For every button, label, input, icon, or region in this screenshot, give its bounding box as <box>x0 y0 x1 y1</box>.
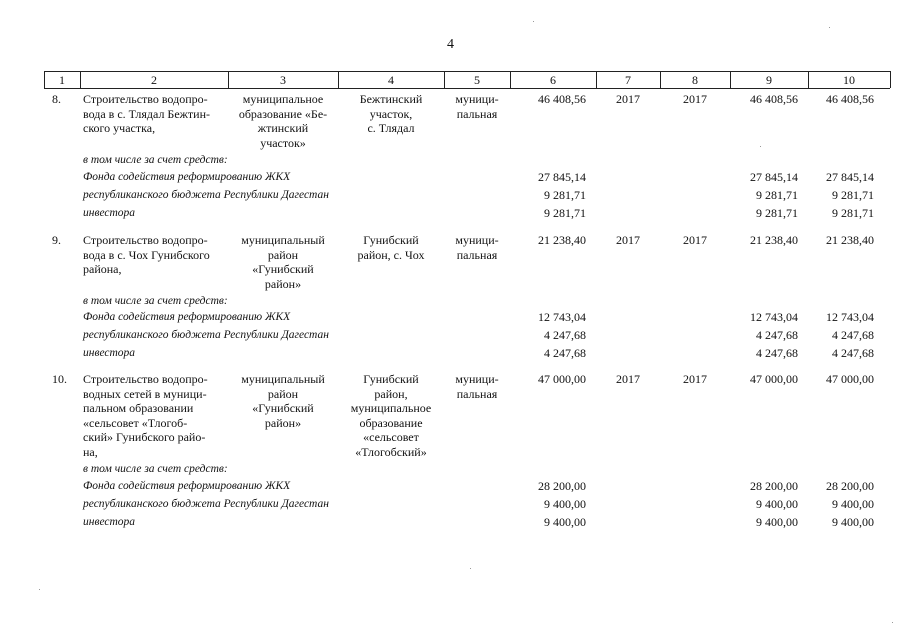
funding-source-col10: 4 247,68 <box>832 346 874 360</box>
column-header-5: 5 <box>474 73 480 87</box>
funding-source-col10: 12 743,04 <box>826 310 874 324</box>
funding-source-name: республиканского бюджета Республики Дагестан <box>83 498 329 510</box>
object-name-line: «сельсовет «Тлогоб- <box>83 415 188 430</box>
column-header-9: 9 <box>766 73 772 87</box>
municipality-line: район <box>267 247 299 262</box>
funding-source-col9: 4 247,68 <box>756 346 798 360</box>
funding-source-col6: 27 845,14 <box>538 170 586 184</box>
funding-source-col9: 9 281,71 <box>756 188 798 202</box>
funding-source-col6: 4 247,68 <box>544 328 586 342</box>
column-header-1: 1 <box>59 73 65 87</box>
table-header-bottom-border <box>44 88 890 89</box>
scan-speck <box>829 27 830 28</box>
funding-source-col9: 27 845,14 <box>750 170 798 184</box>
object-name-line: ский» Гунибского райо- <box>83 430 206 444</box>
row-number: 10. <box>52 372 67 386</box>
funding-source-col9: 9 400,00 <box>756 497 798 511</box>
object-name-line: Строительство водопро- <box>83 92 208 106</box>
municipality-line: «Гунибский <box>252 401 314 415</box>
funding-source-col9: 9 400,00 <box>756 515 798 529</box>
municipality-line: муниципальный <box>241 233 325 247</box>
funding-source-col9: 4 247,68 <box>756 328 798 342</box>
column-header-4: 4 <box>388 73 394 87</box>
column-header-2: 2 <box>151 73 157 87</box>
funding-source-col10: 27 845,14 <box>826 170 874 184</box>
funding-source-name: инвестора <box>83 347 136 359</box>
end-year: 2017 <box>683 233 707 247</box>
col10-value: 21 238,40 <box>826 233 874 247</box>
funding-source-col10: 4 247,68 <box>832 328 874 342</box>
funding-source-col6: 9 400,00 <box>544 515 586 529</box>
municipality-line: образование «Бе- <box>238 106 328 121</box>
col10-value: 47 000,00 <box>826 372 874 386</box>
funding-source-col6: 12 743,04 <box>538 310 586 324</box>
object-name-line: вода в с. Тлядал Бежтин- <box>83 106 211 121</box>
funding-source-col9: 9 281,71 <box>756 206 798 220</box>
funding-label: в том числе за счет средств: <box>83 463 228 475</box>
ownership-line: пальная <box>456 247 498 262</box>
funding-source-name: республиканского бюджета Республики Дагестан <box>83 189 329 201</box>
table-header-divider <box>890 71 891 88</box>
ownership-line: муници- <box>455 372 499 386</box>
funding-source-col6: 28 200,00 <box>538 479 586 493</box>
funding-source-col6: 4 247,68 <box>544 346 586 360</box>
funding-source-name: Фонда содействия реформированию ЖКХ <box>83 171 291 183</box>
object-name-line: района, <box>83 262 122 276</box>
start-year: 2017 <box>616 92 640 106</box>
scan-speck <box>39 589 40 590</box>
municipality-line: «Гунибский <box>252 262 314 276</box>
funding-source-col10: 9 281,71 <box>832 206 874 220</box>
column-header-7: 7 <box>625 73 631 87</box>
municipality-line: муниципальный <box>241 372 325 386</box>
funding-source-name: Фонда содействия реформированию ЖКХ <box>83 311 291 323</box>
municipality-line: район» <box>264 276 302 291</box>
ownership-line: пальная <box>456 386 498 401</box>
object-name-line: на, <box>83 444 98 459</box>
location-line: участок, <box>369 106 413 121</box>
object-name-line: вода в с. Чох Гунибского <box>83 247 210 262</box>
col10-value: 46 408,56 <box>826 92 874 106</box>
ownership-line: муници- <box>455 92 499 106</box>
funding-source-name: инвестора <box>83 516 136 528</box>
funding-source-col10: 9 400,00 <box>832 497 874 511</box>
total-cost: 46 408,56 <box>538 92 586 106</box>
object-name-line: ского участка, <box>83 121 156 135</box>
location-line: район, <box>374 386 408 401</box>
column-header-3: 3 <box>280 73 286 87</box>
funding-source-col10: 9 400,00 <box>832 515 874 529</box>
location-line: с. Тлядал <box>367 121 415 135</box>
object-name-line: Строительство водопро- <box>83 233 208 247</box>
location-line: Гунибский <box>363 372 419 386</box>
row-number: 8. <box>52 92 61 106</box>
funding-source-name: республиканского бюджета Республики Дагестан <box>83 329 329 341</box>
municipality-line: муниципальное <box>242 92 324 106</box>
end-year: 2017 <box>683 92 707 106</box>
total-cost: 47 000,00 <box>538 372 586 386</box>
funding-label: в том числе за счет средств: <box>83 295 228 307</box>
col9-value: 46 408,56 <box>750 92 798 106</box>
column-header-10: 10 <box>843 73 855 87</box>
column-header-6: 6 <box>550 73 556 87</box>
location-line: Гунибский <box>363 233 419 247</box>
municipality-line: участок» <box>260 135 306 150</box>
municipality-line: район» <box>264 415 302 430</box>
col9-value: 47 000,00 <box>750 372 798 386</box>
start-year: 2017 <box>616 233 640 247</box>
object-name-line: пальном образовании <box>83 401 194 415</box>
funding-source-col6: 9 281,71 <box>544 206 586 220</box>
funding-source-col10: 9 281,71 <box>832 188 874 202</box>
municipality-line: жтинский <box>257 121 309 135</box>
col9-value: 21 238,40 <box>750 233 798 247</box>
end-year: 2017 <box>683 372 707 386</box>
column-header-8: 8 <box>692 73 698 87</box>
total-cost: 21 238,40 <box>538 233 586 247</box>
funding-source-name: инвестора <box>83 207 136 219</box>
scan-speck <box>470 568 471 569</box>
page-number: 4 <box>447 37 454 52</box>
municipality-line: район <box>267 386 299 401</box>
funding-source-col9: 28 200,00 <box>750 479 798 493</box>
location-line: «Тлогобский» <box>355 444 427 459</box>
scan-speck <box>760 146 761 147</box>
start-year: 2017 <box>616 372 640 386</box>
location-line: образование <box>359 415 423 430</box>
object-name-line: водных сетей в муници- <box>83 386 207 401</box>
row-number: 9. <box>52 233 61 247</box>
ownership-line: пальная <box>456 106 498 121</box>
location-line: муниципальное <box>350 401 432 415</box>
scan-speck <box>892 622 893 623</box>
funding-label: в том числе за счет средств: <box>83 154 228 166</box>
funding-source-col6: 9 400,00 <box>544 497 586 511</box>
location-line: «сельсовет <box>363 430 419 444</box>
table-header-top-border <box>44 71 890 72</box>
funding-source-name: Фонда содействия реформированию ЖКХ <box>83 480 291 492</box>
location-line: Бежтинский <box>359 92 423 106</box>
funding-source-col6: 9 281,71 <box>544 188 586 202</box>
ownership-line: муници- <box>455 233 499 247</box>
object-name-line: Строительство водопро- <box>83 372 208 386</box>
funding-source-col10: 28 200,00 <box>826 479 874 493</box>
location-line: район, с. Чох <box>357 247 425 262</box>
funding-source-col9: 12 743,04 <box>750 310 798 324</box>
scan-speck <box>533 21 534 22</box>
